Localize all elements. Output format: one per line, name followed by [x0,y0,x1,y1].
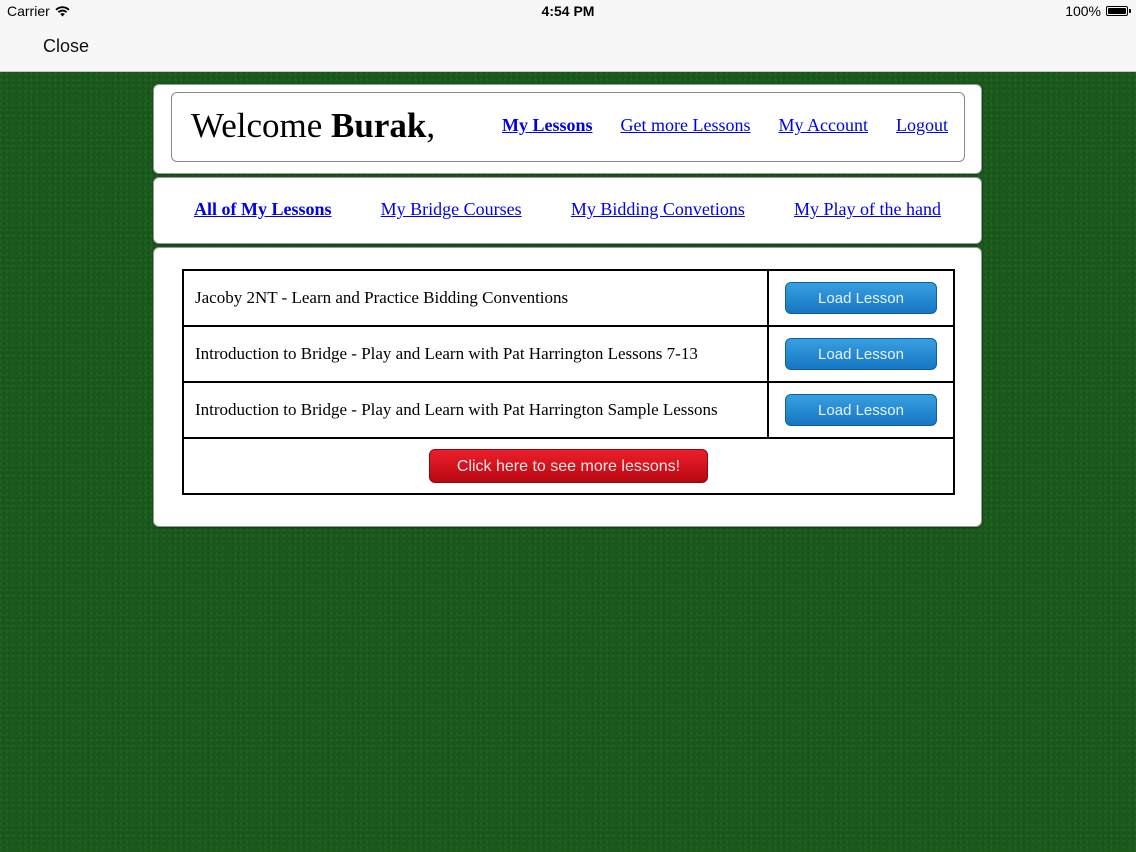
tab-play-of-the-hand[interactable]: My Play of the hand [794,199,941,219]
header-panel [153,84,982,174]
battery-icon [1106,6,1128,16]
top-nav-links [502,115,948,136]
load-lesson-button[interactable]: Load Lesson [785,394,937,426]
lesson-title: Introduction to Bridge - Play and Learn with Pat Harrington Sample Lessons [183,382,768,438]
tab-all-lessons[interactable]: All of My Lessons [194,199,332,219]
table-row [183,326,954,382]
lesson-category-tabs [194,199,941,220]
link-get-more-lessons[interactable]: Get more Lessons [620,115,751,135]
lesson-title: Jacoby 2NT - Learn and Practice Bidding Conventions [183,270,768,326]
lesson-action-cell [768,270,954,326]
welcome-prefix: Welcome [191,106,332,145]
link-my-account[interactable]: My Account [778,115,868,135]
battery-group [1065,3,1128,19]
lesson-action-cell [768,326,954,382]
tab-bidding-conventions[interactable]: My Bidding Convetions [570,199,745,219]
lesson-title: Introduction to Bridge - Play and Learn with Pat Harrington Lessons 7-13 [183,326,768,382]
clock: 4:54 PM [541,3,595,19]
user-name: Burak [331,106,427,145]
link-my-lessons[interactable]: My Lessons [502,115,593,135]
lessons-table [182,269,955,495]
more-lessons-button[interactable]: Click here to see more lessons! [429,449,708,483]
welcome-heading [191,106,435,146]
navigation-bar [0,22,1136,72]
status-bar [0,0,1136,22]
lesson-action-cell [768,382,954,438]
link-logout[interactable]: Logout [896,115,948,135]
lessons-panel [153,247,982,527]
table-row [183,270,954,326]
welcome-suffix: , [426,106,436,145]
table-row [183,438,954,494]
more-lessons-cell [183,438,954,494]
load-lesson-button[interactable]: Load Lesson [785,282,937,314]
header-box [171,92,965,162]
tab-bridge-courses[interactable]: My Bridge Courses [380,199,522,219]
table-row [183,382,954,438]
tabs-panel [153,177,982,244]
load-lesson-button[interactable]: Load Lesson [785,338,937,370]
battery-percent: 100% [1065,3,1101,19]
close-button[interactable]: Close [43,36,90,56]
carrier-label: Carrier [7,3,50,19]
